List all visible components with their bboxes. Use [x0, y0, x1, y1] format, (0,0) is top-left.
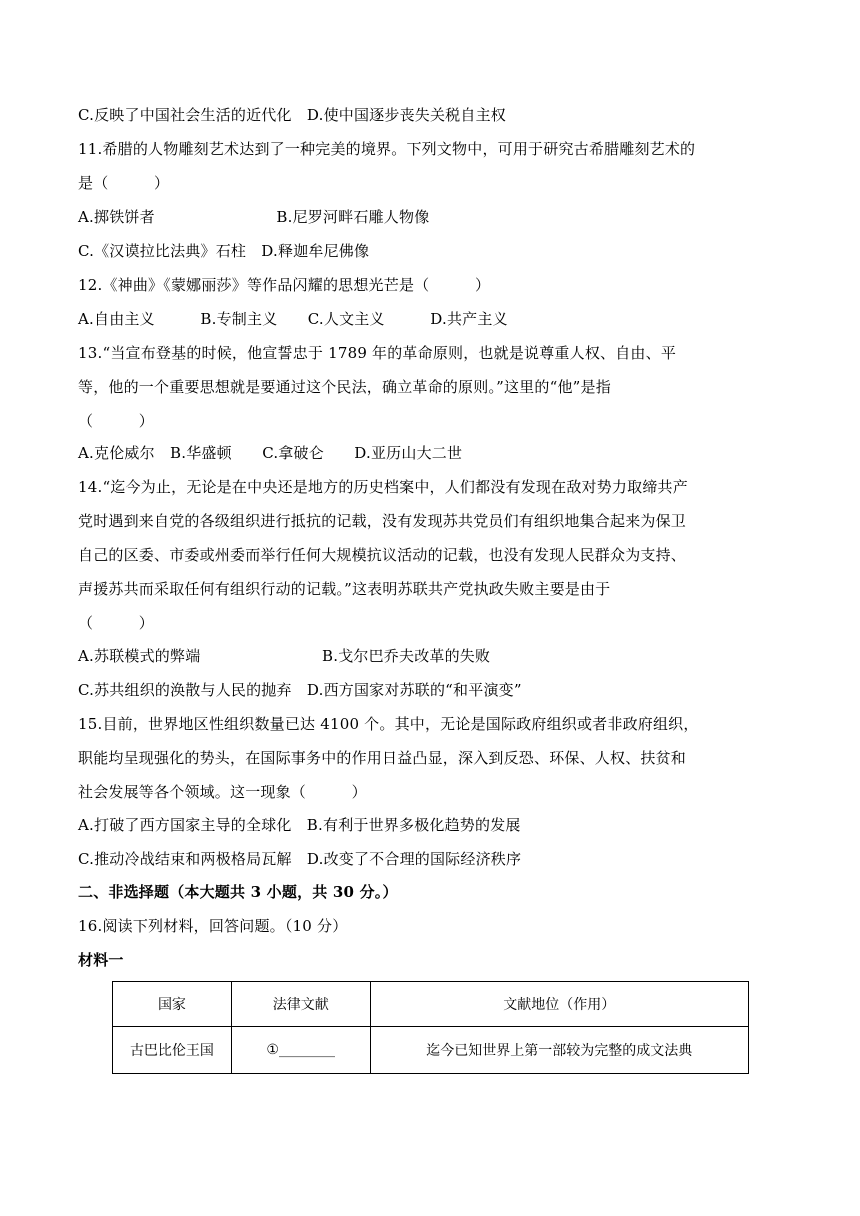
- q14-stem-line3: 自己的区委、市委或州委而举行任何大规模抗议活动的记载，也没有发现人民群众为支持、: [78, 546, 687, 564]
- q15-stem-line2: 职能均呈现强化的势头，在国际事务中的作用日益凸显，深入到反恐、环保、人权、扶贫和: [78, 749, 687, 767]
- q11-stem-line1: 11.希腊的人物雕刻艺术达到了一种完美的境界。下列文物中，可用于研究古希腊雕刻艺术的: [78, 140, 696, 158]
- material-label: 材料一: [78, 951, 124, 969]
- q14-stem-line4: 声援苏共而采取任何有组织行动的记载。”这表明苏联共产党执政失败主要是由于: [78, 580, 611, 598]
- table-header-document: 法律文献: [231, 982, 370, 1027]
- table-row: [113, 1027, 749, 1074]
- q15-stem-line3: 社会发展等各个领域。这一现象（ ）: [78, 783, 367, 801]
- q14-stem-line5: （ ）: [78, 614, 155, 632]
- q13-options: A.克伦威尔 B.华盛顿 C.拿破仑 D.亚历山大二世: [78, 444, 463, 462]
- q14-options-cd: C.苏共组织的涣散与人民的抛弃 D.西方国家对苏联的“和平演变”: [78, 681, 522, 699]
- q12-stem: 12.《神曲》《蒙娜丽莎》等作品闪耀的思想光芒是（ ）: [78, 276, 491, 294]
- table-cell-status: 迄今已知世界上第一部较为完整的成文法典: [370, 1027, 748, 1074]
- section-title: 二、非选择题（本大题共 3 小题，共 30 分。）: [78, 883, 398, 901]
- material-table: [112, 981, 749, 1074]
- q11-stem-line2: 是（ ）: [78, 174, 170, 192]
- q11-options-ab: A.掷铁饼者 B.尼罗河畔石雕人物像: [78, 208, 430, 226]
- q15-stem-line1: 15.目前，世界地区性组织数量已达 4100 个。其中，无论是国际政府组织或者非政府组织，: [78, 715, 699, 733]
- q14-stem-line1: 14.“迄今为止，无论是在中央还是地方的历史档案中，人们都没有发现在敌对势力取缔共产: [78, 478, 688, 496]
- q15-options-ab: A.打破了西方国家主导的全球化 B.有利于世界多极化趋势的发展: [78, 816, 521, 834]
- table-cell-country: 古巴比伦王国: [113, 1027, 232, 1074]
- q14-stem-line2: 党时遇到来自党的各级组织进行抵抗的记载，没有发现苏共党员们有组织地集合起来为保卫: [78, 512, 687, 530]
- q11-options-cd: C.《汉谟拉比法典》石柱 D.释迦牟尼佛像: [78, 242, 370, 260]
- q14-options-ab: A.苏联模式的弊端 B.戈尔巴乔夫改革的失败: [78, 647, 491, 665]
- table-header-row: [113, 982, 749, 1027]
- q12-options: A.自由主义 B.专制主义 C.人文主义 D.共产主义: [78, 310, 508, 328]
- q13-stem-line2: 等，他的一个重要思想就是要通过这个民法，确立革命的原则。”这里的“他”是指: [78, 378, 611, 396]
- q15-options-cd: C.推动冷战结束和两极格局瓦解 D.改变了不合理的国际经济秩序: [78, 850, 522, 868]
- q16-intro: 16.阅读下列材料，回答问题。（10 分）: [78, 917, 348, 935]
- table-header-country: 国家: [113, 982, 232, 1027]
- table-header-status: 文献地位（作用）: [370, 982, 748, 1027]
- q13-stem-line3: （ ）: [78, 412, 155, 430]
- q10-options-cd: C.反映了中国社会生活的近代化 D.使中国逐步丧失关税自主权: [78, 106, 506, 124]
- table-cell-blank: ①________: [231, 1027, 370, 1074]
- q13-stem-line1: 13.“当宣布登基的时候，他宣誓忠于 1789 年的革命原则，也就是说尊重人权、自由、平: [78, 344, 677, 362]
